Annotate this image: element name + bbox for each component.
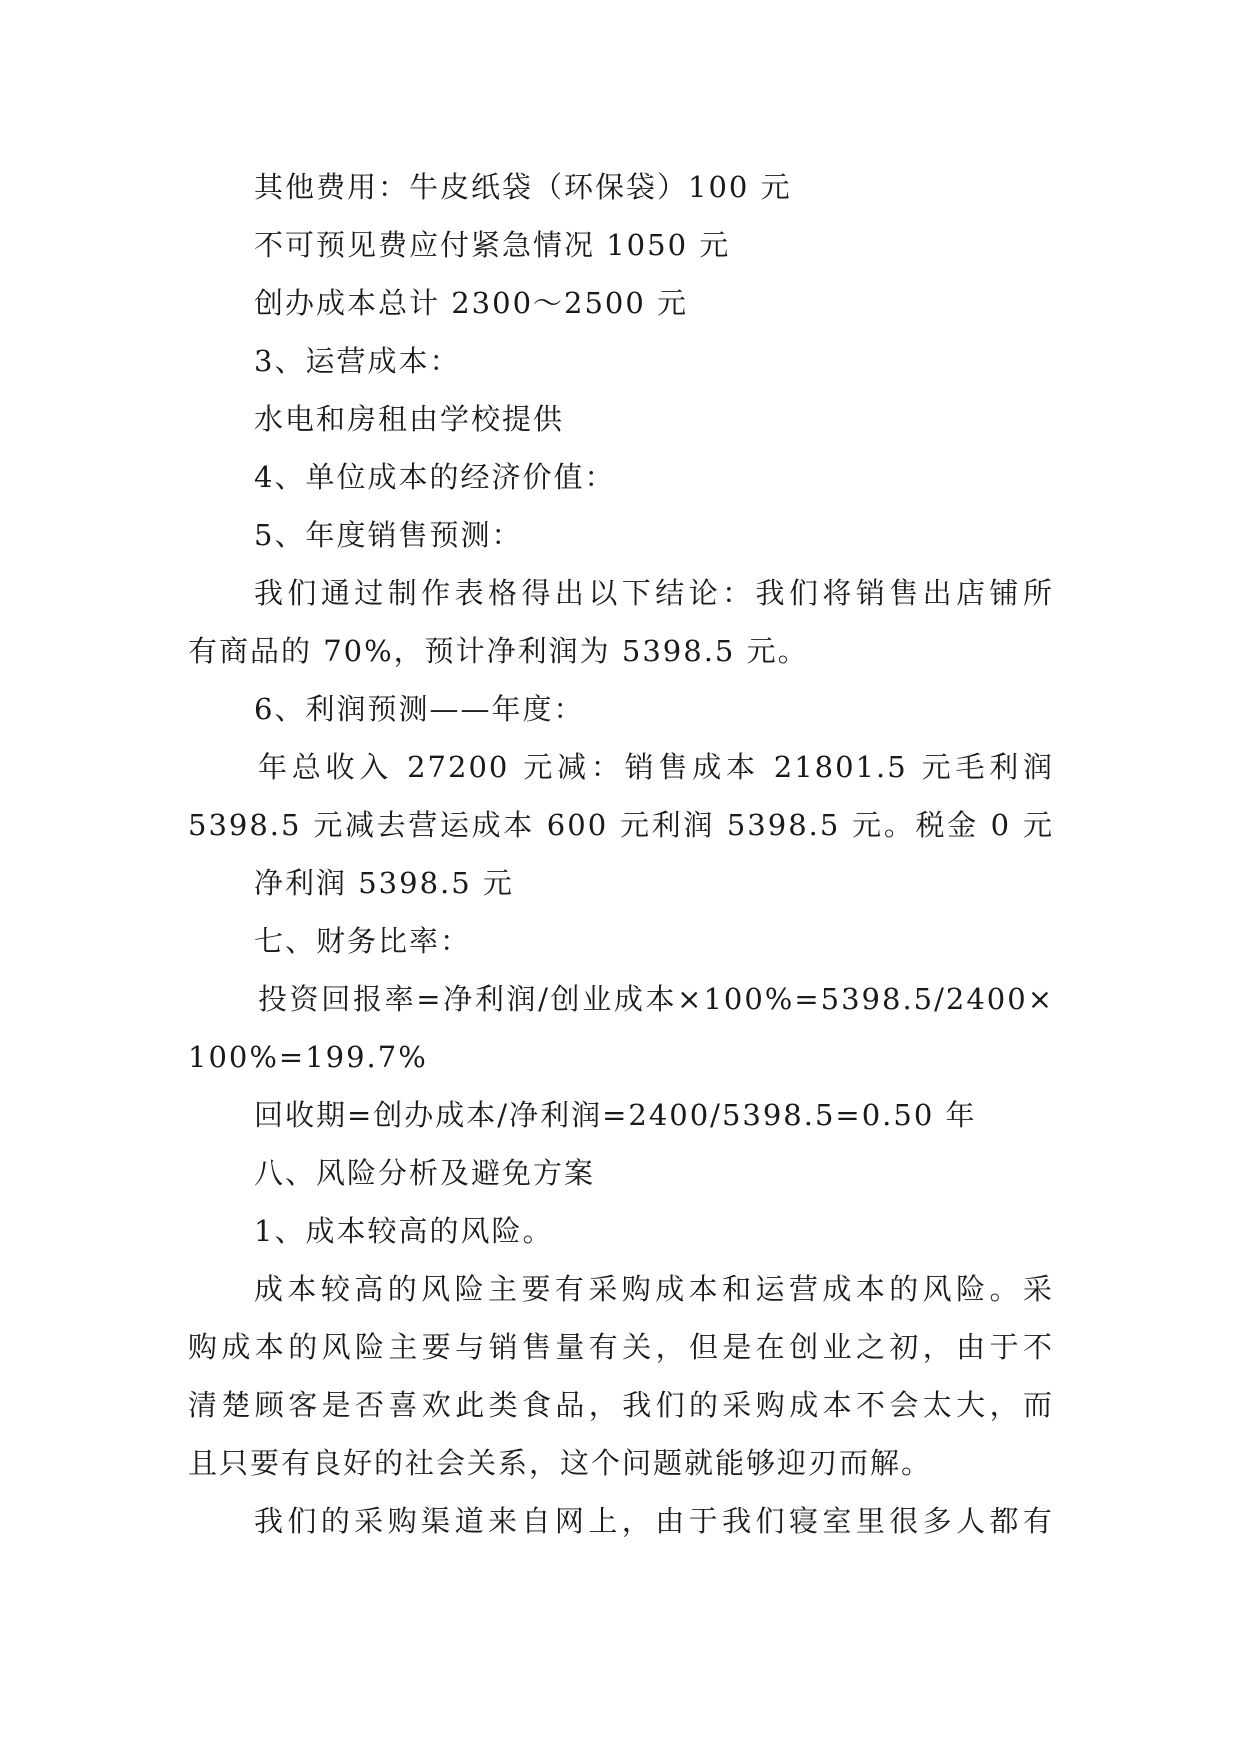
text-line: 我们通过制作表格得出以下结论：我们将销售出店铺所 bbox=[254, 576, 1054, 610]
text-line: 1、成本较高的风险。 bbox=[254, 1214, 554, 1248]
text-line: 购成本的风险主要与销售量有关，但是在创业之初，由于不 bbox=[188, 1330, 1054, 1364]
document-body bbox=[188, 158, 1054, 1550]
text-line: 水电和房租由学校提供 bbox=[254, 402, 565, 436]
text-line: 5398.5 元减去营运成本 600 元利润 5398.5 元。税金 0 元 bbox=[188, 808, 1054, 842]
text-line: 有商品的 70%，预计净利润为 5398.5 元。 bbox=[188, 634, 809, 668]
text-line: 清楚顾客是否喜欢此类食品，我们的采购成本不会太大，而 bbox=[188, 1388, 1054, 1422]
text-line: 回收期=创办成本/净利润=2400/5398.5=0.50 年 bbox=[254, 1098, 977, 1132]
text-line: 创办成本总计 2300～2500 元 bbox=[254, 286, 689, 320]
text-line: 不可预见费应付紧急情况 1050 元 bbox=[254, 228, 731, 262]
text-line: 成本较高的风险主要有采购成本和运营成本的风险。采 bbox=[254, 1272, 1054, 1306]
text-line: 6、利润预测——年度： bbox=[254, 692, 585, 726]
text-line: 七、财务比率： bbox=[254, 924, 472, 958]
text-line: 5、年度销售预测： bbox=[254, 518, 523, 552]
text-line: 八、风险分析及避免方案 bbox=[254, 1156, 596, 1190]
text-line: 100%=199.7% bbox=[188, 1040, 428, 1074]
text-line: 3、运营成本： bbox=[254, 344, 461, 378]
text-line: 投资回报率=净利润/创业成本×100%=5398.5/2400× bbox=[258, 982, 1054, 1016]
text-line: 且只要有良好的社会关系，这个问题就能够迎刃而解。 bbox=[188, 1446, 933, 1480]
text-line: 其他费用：牛皮纸袋（环保袋）100 元 bbox=[254, 170, 792, 204]
text-line: 4、单位成本的经济价值： bbox=[254, 460, 616, 494]
text-line: 年总收入 27200 元减：销售成本 21801.5 元毛利润 bbox=[258, 750, 1054, 784]
text-line: 我们的采购渠道来自网上，由于我们寝室里很多人都有 bbox=[254, 1504, 1054, 1538]
text-line: 净利润 5398.5 元 bbox=[254, 866, 514, 900]
